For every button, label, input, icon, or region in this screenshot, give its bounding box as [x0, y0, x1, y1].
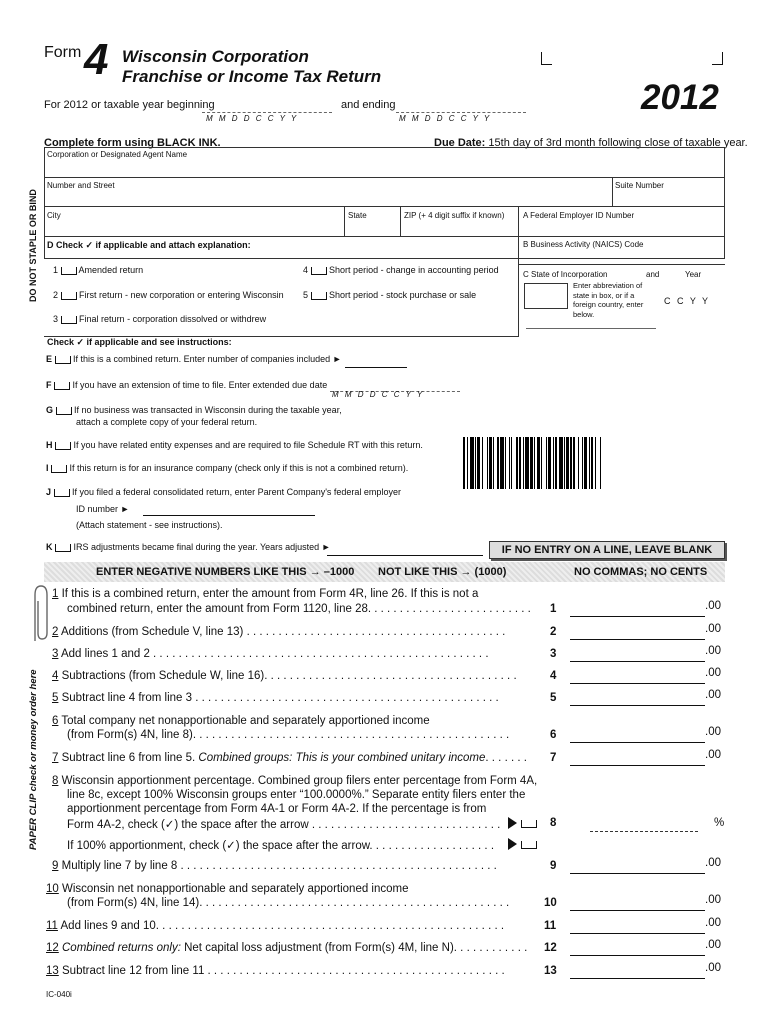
item-g-line2: attach a complete copy of your federal return. — [76, 417, 258, 427]
form-4a2-checkbox[interactable] — [521, 820, 537, 828]
end-date-format: M M D D C C Y Y — [399, 114, 492, 123]
line-5-cents: .00 — [705, 689, 721, 701]
line-9-cents: .00 — [705, 857, 721, 869]
line-1-amount[interactable] — [570, 602, 705, 617]
line-6-amount[interactable] — [570, 728, 705, 743]
line-4-ref: 4 — [550, 670, 557, 682]
barcode-bar — [566, 437, 568, 489]
line-8-text2: line 8c, except 100% Wisconsin groups enter “100.0000%.” Separate entity filers enter the — [67, 789, 526, 801]
barcode-bar — [541, 437, 542, 489]
amended-return-checkbox[interactable] — [61, 267, 77, 275]
begin-date-field[interactable] — [202, 98, 332, 113]
item-j-note: (Attach statement - see instructions). — [76, 520, 223, 530]
line-12-cents: .00 — [705, 939, 721, 951]
barcode-bar — [595, 437, 596, 489]
line-13-cents: .00 — [705, 962, 721, 974]
divider — [44, 177, 725, 178]
line-3-amount[interactable] — [570, 647, 705, 662]
line-4-amount[interactable] — [570, 669, 705, 684]
section-d-item-5: 5 Short period - stock purchase or sale — [303, 290, 477, 300]
item-k: K IRS adjustments became final during the year. Years adjusted ► — [46, 542, 331, 552]
corner-mark-left — [541, 52, 552, 65]
companies-count-field[interactable] — [345, 353, 407, 368]
barcode-bar — [582, 437, 583, 489]
form-code: IC-040i — [46, 990, 72, 999]
form-title-line1: Wisconsin Corporation — [122, 47, 309, 66]
city-label: City — [47, 211, 61, 220]
suite-input[interactable] — [612, 192, 724, 206]
barcode-bar — [463, 437, 465, 489]
line-2-cents: .00 — [705, 623, 721, 635]
line-4-cents: .00 — [705, 667, 721, 679]
line-2-ref: 2 — [550, 626, 557, 638]
line-6-ref: 6 — [550, 729, 557, 741]
barcode-bar — [546, 437, 547, 489]
suite-label: Suite Number — [615, 181, 664, 190]
line-6-cents: .00 — [705, 726, 721, 738]
line-1-text2: combined return, enter the amount from Form 1120, line 28. . . . . . . . . . . . . . . . . . . . . . . . . . — [67, 603, 531, 615]
barcode-bar — [470, 437, 474, 489]
barcode-bar — [500, 437, 504, 489]
inc-state-box[interactable] — [524, 283, 568, 309]
not-like-this-note: NOT LIKE THIS → (1000) — [378, 566, 507, 578]
line-7-amount[interactable] — [570, 751, 705, 766]
line-8-percentage[interactable] — [590, 817, 698, 832]
line-9-ref: 9 — [550, 860, 557, 872]
corp-name-input[interactable] — [44, 162, 725, 178]
line-12-ref: 12 — [544, 942, 557, 954]
line-3-text: 3 Add lines 1 and 2 . . . . . . . . . . . . . . . . . . . . . . . . . . . . . . . . . . . . . . . . . . . . . . . . . . . . . — [52, 648, 489, 660]
line-1-ref: 1 — [550, 603, 557, 615]
barcode — [463, 437, 713, 489]
line-10-cents: .00 — [705, 894, 721, 906]
barcode-bar — [487, 437, 488, 489]
line-5-amount[interactable] — [570, 691, 705, 706]
barcode-bar — [489, 437, 491, 489]
full-apportionment-checkbox[interactable] — [521, 841, 537, 849]
no-commas-note: NO COMMAS; NO CENTS — [574, 566, 708, 578]
and-ending-label: and ending — [341, 99, 396, 111]
street-label: Number and Street — [47, 181, 115, 190]
section-d-item-2: 2 First return - new corporation or entering Wisconsin — [53, 290, 284, 300]
short-period-stock-checkbox[interactable] — [311, 292, 327, 300]
extended-date-format: M M D D C C Y Y — [332, 390, 425, 399]
inc-state-label: C State of Incorporation — [523, 270, 608, 279]
form-label: Form — [44, 44, 82, 61]
line-1-text: 1 If this is a combined return, enter the amount from Form 4R, line 26. If this is not a — [52, 588, 479, 600]
item-h: H If you have related entity expenses and are required to file Schedule RT with this return. — [46, 440, 423, 450]
check-section-heading: Check ✓ if applicable and see instructions: — [47, 337, 232, 347]
barcode-bar — [573, 437, 574, 489]
line-12-text: 12 Combined returns only: Net capital loss adjustment (from Form(s) 4M, line N). . . . . . . . . . . . — [46, 942, 528, 954]
paper-clip-text: PAPER CLIP check or money order here — [28, 669, 39, 850]
item-g: G If no business was transacted in Wisconsin during the taxable year, — [46, 405, 342, 415]
arrow-icon — [508, 838, 517, 850]
years-adjusted-field[interactable] — [327, 541, 483, 556]
end-date-field[interactable] — [396, 98, 526, 113]
consolidated-return-checkbox[interactable] — [54, 489, 70, 497]
barcode-bar — [511, 437, 512, 489]
line-11-text: 11 Add lines 9 and 10. . . . . . . . . . . . . . . . . . . . . . . . . . . . . . . . . . . . . . . . . . . . . . . . . . . . . . . — [46, 920, 505, 932]
item-j: J If you filed a federal consolidated return, enter Parent Company's federal employer — [46, 487, 401, 497]
section-d-heading: D Check ✓ if applicable and attach explanation: — [47, 240, 251, 250]
divider — [518, 264, 725, 265]
barcode-bar — [548, 437, 550, 489]
first-return-checkbox[interactable] — [61, 292, 77, 300]
city-input[interactable] — [44, 222, 344, 236]
item-i: I If this return is for an insurance company (check only if this is not a combined return). — [46, 463, 409, 473]
line-3-ref: 3 — [550, 648, 557, 660]
line-5-text: 5 Subtract line 4 from line 3 . . . . . . . . . . . . . . . . . . . . . . . . . . . . . . . . . . . . . . . . . . . . . . . . — [52, 692, 499, 704]
fein-input[interactable] — [518, 222, 724, 236]
barcode-bar — [477, 437, 479, 489]
line-3-cents: .00 — [705, 645, 721, 657]
line-10-ref: 10 — [544, 897, 557, 909]
line-11-ref: 11 — [544, 920, 557, 932]
line-9-text: 9 Multiply line 7 by line 8 . . . . . . . . . . . . . . . . . . . . . . . . . . . . . . . . . . . . . . . . . . . . . . . . . . — [52, 860, 497, 872]
begin-date-format: M M D D C C Y Y — [206, 114, 299, 123]
section-d-item-3: 3 Final return - corporation dissolved or withdrew — [53, 314, 267, 324]
barcode-bar — [589, 437, 590, 489]
negative-numbers-note: ENTER NEGATIVE NUMBERS LIKE THIS → –1000 — [96, 566, 355, 578]
line-10-amount[interactable] — [570, 896, 705, 911]
no-entry-banner: IF NO ENTRY ON A LINE, LEAVE BLANK — [489, 541, 725, 559]
line-6-text2: (from Form(s) 4N, line 8). . . . . . . . . . . . . . . . . . . . . . . . . . . . . . . . . . . . . . . . . . . . . . . . . . — [67, 729, 510, 741]
line-1-cents: .00 — [705, 600, 721, 612]
line-13-ref: 13 — [544, 965, 557, 977]
line-7-text: 7 Subtract line 6 from line 5. Combined groups: This is your combined unitary income. . . . . . . — [52, 752, 527, 764]
line-8-text4: Form 4A-2, check (✓) the space after the arrow . . . . . . . . . . . . . . . . . . . . . . . . . . . . . . — [67, 819, 501, 831]
line-6-text: 6 Total company net nonapportionable and separately apportioned income — [52, 715, 430, 727]
inc-year-label: Year — [685, 270, 702, 279]
barcode-bar — [519, 437, 520, 489]
insurance-company-checkbox[interactable] — [51, 465, 67, 473]
line-8-text: 8 Wisconsin apportionment percentage. Combined group filers enter percentage from Form 4A, — [52, 775, 538, 787]
barcode-bar — [530, 437, 532, 489]
inc-year-format: C C Y Y — [664, 296, 711, 306]
item-j-id-label: ID number ► — [76, 504, 130, 514]
ink-note: Complete form using BLACK INK. — [44, 137, 221, 149]
barcode-bar — [523, 437, 524, 489]
item-f: F If you have an extension of time to file. Enter extended due date — [46, 380, 328, 390]
barcode-bar — [591, 437, 592, 489]
section-d-item-4: 4 Short period - change in accounting period — [303, 265, 499, 275]
state-input[interactable] — [344, 222, 400, 236]
barcode-bar — [482, 437, 483, 489]
irs-adjustments-checkbox[interactable] — [55, 544, 71, 552]
line-2-amount[interactable] — [570, 625, 705, 640]
barcode-bar — [537, 437, 539, 489]
barcode-bar — [497, 437, 499, 489]
no-staple-text: DO NOT STAPLE OR BIND — [28, 189, 38, 302]
foreign-country-field[interactable] — [526, 318, 656, 329]
zip-label: ZIP (+ 4 digit suffix if known) — [404, 211, 505, 220]
barcode-bar — [570, 437, 572, 489]
line-10-text: 10 Wisconsin net nonapportionable and separately apportioned income — [46, 883, 409, 895]
line-5-ref: 5 — [550, 692, 557, 704]
naics-input[interactable] — [518, 250, 724, 262]
line-8-percent-sign: % — [714, 817, 725, 829]
arrow-icon — [508, 817, 517, 829]
line-4-text: 4 Subtractions (from Schedule W, line 16). . . . . . . . . . . . . . . . . . . . . . . . . . . . . . . . . . . . . . . . — [52, 670, 517, 682]
line-8-text3: apportionment percentage from Form 4A-1 or Form 4A-2. If the percentage is from — [67, 803, 487, 815]
final-return-checkbox[interactable] — [61, 316, 77, 324]
line-7-ref: 7 — [550, 752, 557, 764]
extension-checkbox[interactable] — [54, 382, 70, 390]
line-11-amount[interactable] — [570, 919, 705, 934]
barcode-bar — [505, 437, 506, 489]
due-date-label: Due Date: — [434, 137, 486, 149]
barcode-bar — [493, 437, 494, 489]
line-11-cents: .00 — [705, 917, 721, 929]
due-date-text: 15th day of 3rd month following close of taxable year. — [488, 137, 748, 149]
section-d-item-1: 1 Amended return — [53, 265, 144, 275]
barcode-bar — [509, 437, 510, 489]
barcode-bar — [467, 437, 468, 489]
short-period-accounting-checkbox[interactable] — [311, 267, 327, 275]
barcode-bar — [555, 437, 556, 489]
state-label: State — [348, 211, 367, 220]
barcode-bar — [475, 437, 476, 489]
line-13-amount[interactable] — [570, 964, 705, 979]
corner-mark-right — [712, 52, 723, 65]
line-9-amount[interactable] — [570, 859, 705, 874]
line-2-text: 2 Additions (from Schedule V, line 13) . . . . . . . . . . . . . . . . . . . . . . . . . . . . . . . . . . . . . . . . . — [52, 626, 506, 638]
no-business-checkbox[interactable] — [56, 407, 72, 415]
abbrev-note: Enter abbreviation of state in box, or if a foreign country, enter below. — [573, 281, 644, 319]
related-entity-checkbox[interactable] — [55, 442, 71, 450]
parent-fein-field[interactable] — [143, 501, 315, 516]
line-8-ref: 8 — [550, 817, 557, 829]
form-number: 4 — [84, 35, 109, 84]
fein-label: A Federal Employer ID Number — [523, 211, 635, 220]
naics-label: B Business Activity (NAICS) Code — [523, 240, 644, 249]
corp-name-label: Corporation or Designated Agent Name — [47, 150, 188, 159]
barcode-bar — [516, 437, 518, 489]
barcode-bar — [553, 437, 554, 489]
paper-clip-icon — [28, 583, 50, 645]
barcode-bar — [559, 437, 563, 489]
divider — [44, 236, 725, 237]
barcode-bar — [584, 437, 586, 489]
street-input[interactable] — [44, 192, 612, 206]
barcode-bar — [564, 437, 565, 489]
inc-and-label: and — [646, 270, 660, 279]
barcode-bar — [534, 437, 535, 489]
line-13-text: 13 Subtract line 12 from line 11 . . . . . . . . . . . . . . . . . . . . . . . . . . . . . . . . . . . . . . . . . . . . . . . — [46, 965, 505, 977]
line-12-amount[interactable] — [570, 941, 705, 956]
line-10-text2: (from Form(s) 4N, line 14). . . . . . . . . . . . . . . . . . . . . . . . . . . . . . . . . . . . . . . . . . . . . . . . . — [67, 897, 510, 909]
combined-return-checkbox[interactable] — [55, 356, 71, 364]
line-8-text5: If 100% apportionment, check (✓) the space after the arrow. . . . . . . . . . . . . . . . . . . . — [67, 840, 495, 852]
item-e: E If this is a combined return. Enter number of companies included ► — [46, 354, 342, 364]
tax-year-label: For 2012 or taxable year beginning — [44, 99, 215, 111]
barcode-bar — [600, 437, 601, 489]
barcode-bar — [525, 437, 529, 489]
divider — [44, 206, 725, 207]
zip-input[interactable] — [400, 222, 518, 236]
form-title-line2: Franchise or Income Tax Return — [122, 67, 382, 86]
barcode-bar — [578, 437, 579, 489]
tax-year: 2012 — [641, 78, 719, 117]
line-7-cents: .00 — [705, 749, 721, 761]
